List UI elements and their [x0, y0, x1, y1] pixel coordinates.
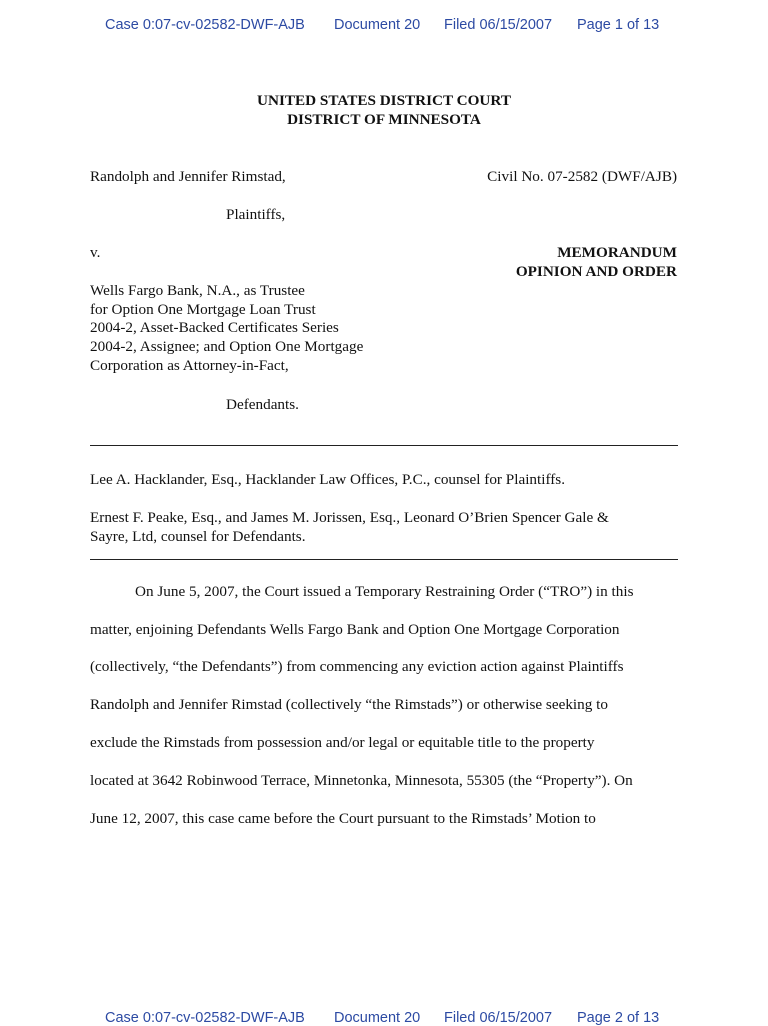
- body-line: (collectively, “the Defendants”) from commencing any eviction action against Plaintiffs: [90, 658, 624, 675]
- defendants-counsel-line2: Sayre, Ltd, counsel for Defendants.: [90, 528, 306, 545]
- document-number: Document 20: [334, 17, 421, 33]
- civil-number: Civil No. 07-2582 (DWF/AJB): [487, 168, 677, 185]
- body-line: Randolph and Jennifer Rimstad (collectively “the Rimstads”) or otherwise seeking to: [90, 696, 608, 713]
- case-number: Case 0:07-cv-02582-DWF-AJB: [105, 1010, 305, 1026]
- body-line: located at 3642 Robinwood Terrace, Minnetonka, Minnesota, 55305 (the “Property”). On: [90, 772, 633, 789]
- filed-date: Filed 06/15/2007: [444, 1010, 553, 1026]
- court-name: UNITED STATES DISTRICT COURT: [257, 92, 511, 109]
- document-title-line1: MEMORANDUM: [557, 244, 677, 261]
- body-line: June 12, 2007, this case came before the Court pursuant to the Rimstads’ Motion to: [90, 810, 596, 827]
- body-line: On June 5, 2007, the Court issued a Temporary Restraining Order (“TRO”) in this: [135, 583, 634, 600]
- defendants-line: Wells Fargo Bank, N.A., as Trustee: [90, 282, 305, 299]
- defendants-label: Defendants.: [226, 396, 299, 413]
- case-number: Case 0:07-cv-02582-DWF-AJB: [105, 17, 305, 33]
- defendants-line: 2004-2, Assignee; and Option One Mortgage: [90, 338, 364, 355]
- versus: v.: [90, 244, 101, 261]
- defendants-line: 2004-2, Asset-Backed Certificates Series: [90, 319, 339, 336]
- plaintiffs-names: Randolph and Jennifer Rimstad,: [90, 168, 286, 185]
- page-number: Page 1 of 13: [577, 17, 660, 33]
- page-number: Page 2 of 13: [577, 1010, 660, 1026]
- filed-date: Filed 06/15/2007: [444, 17, 553, 33]
- divider: [90, 559, 678, 560]
- plaintiffs-counsel: Lee A. Hacklander, Esq., Hacklander Law Offices, P.C., counsel for Plaintiffs.: [90, 471, 565, 488]
- court-district: DISTRICT OF MINNESOTA: [287, 111, 481, 128]
- document-title-line2: OPINION AND ORDER: [515, 263, 677, 280]
- body-line: exclude the Rimstads from possession and/or legal or equitable title to the property: [90, 734, 595, 751]
- document-number: Document 20: [334, 1010, 421, 1026]
- body-line: matter, enjoining Defendants Wells Fargo Bank and Option One Mortgage Corporation: [90, 621, 620, 638]
- plaintiffs-label: Plaintiffs,: [226, 206, 286, 223]
- divider: [90, 445, 678, 446]
- defendants-counsel-line1: Ernest F. Peake, Esq., and James M. Jorissen, Esq., Leonard O’Brien Spencer Gale &: [90, 509, 609, 526]
- defendants-line: for Option One Mortgage Loan Trust: [90, 301, 316, 318]
- defendants-line: Corporation as Attorney-in-Fact,: [90, 357, 289, 374]
